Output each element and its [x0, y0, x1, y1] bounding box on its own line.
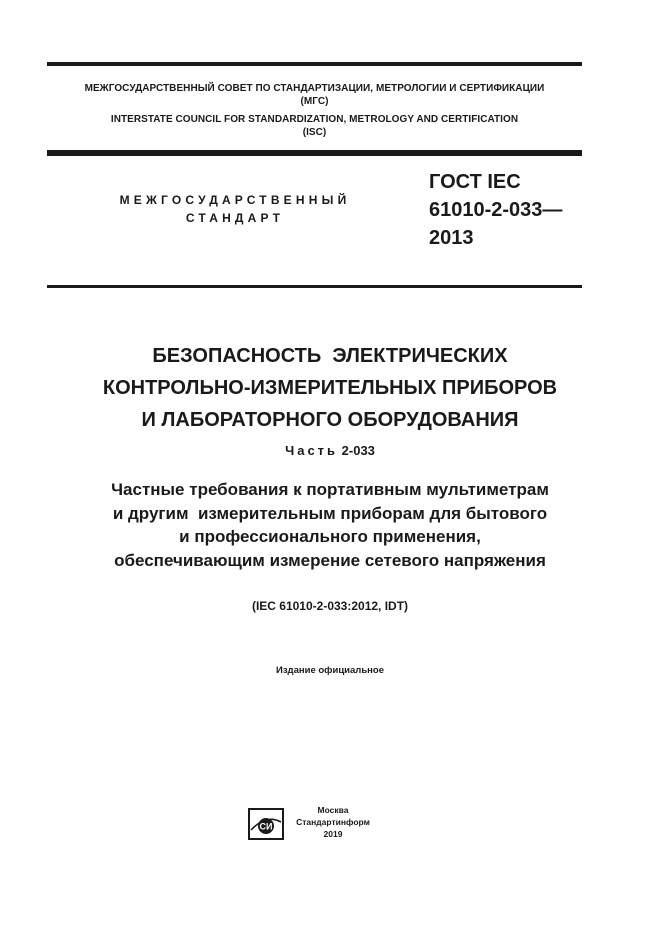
part-number: 2-033	[341, 443, 375, 458]
standard-type-line2: СТАНДАРТ	[185, 211, 285, 225]
part-word: Часть	[285, 443, 339, 458]
top-rule	[47, 62, 582, 66]
lower-rule	[47, 285, 582, 288]
subtitle-line3: и профессионального применения,	[179, 527, 481, 546]
logo-text: СИ	[259, 821, 273, 832]
title-line1: БЕЗОПАСНОСТЬ ЭЛЕКТРИЧЕСКИХ	[152, 345, 508, 367]
standartinform-logo-icon	[248, 808, 284, 840]
designation-line3: 2013	[429, 227, 474, 249]
subtitle-line1: Частные требования к портативным мультиметрам	[111, 480, 549, 499]
middle-rule	[47, 150, 582, 156]
publisher-year: 2019	[323, 829, 343, 839]
designation-line1: ГОСТ IEC	[429, 171, 521, 193]
council-name-en: INTERSTATE COUNCIL FOR STANDARDIZATION, METROLOGY AND CERTIFICATION	[110, 114, 519, 125]
standard-designation	[429, 168, 599, 252]
subtitle-line2: и другим измерительным приборам для бытового	[112, 503, 548, 523]
edition-note: Издание официальное	[276, 665, 384, 676]
designation-line2: 61010-2-033—	[429, 199, 563, 221]
standard-type-line1: МЕЖГОСУДАРСТВЕННЫЙ	[119, 193, 351, 207]
publisher-block	[293, 804, 373, 840]
council-abbr-ru: (МГС)	[300, 96, 329, 107]
document-subtitle	[20, 478, 640, 572]
part-heading	[30, 442, 630, 460]
title-line3: И ЛАБОРАТОРНОГО ОБОРУДОВАНИЯ	[141, 409, 519, 431]
document-title	[30, 340, 630, 436]
publisher-city: Москва	[317, 805, 349, 815]
council-name-ru: МЕЖГОСУДАРСТВЕННЫЙ СОВЕТ ПО СТАНДАРТИЗАЦИИ, МЕТРОЛОГИИ И СЕРТИФИКАЦИИ	[84, 83, 545, 94]
council-abbr-en: (ISC)	[302, 127, 327, 138]
title-line2: КОНТРОЛЬНО-ИЗМЕРИТЕЛЬНЫХ ПРИБОРОВ	[102, 377, 558, 399]
iec-reference: (IEC 61010-2-033:2012, IDT)	[251, 599, 409, 613]
publisher-name: Стандартинформ	[296, 817, 370, 827]
subtitle-line4: обеспечивающим измерение сетевого напряжения	[114, 550, 546, 570]
